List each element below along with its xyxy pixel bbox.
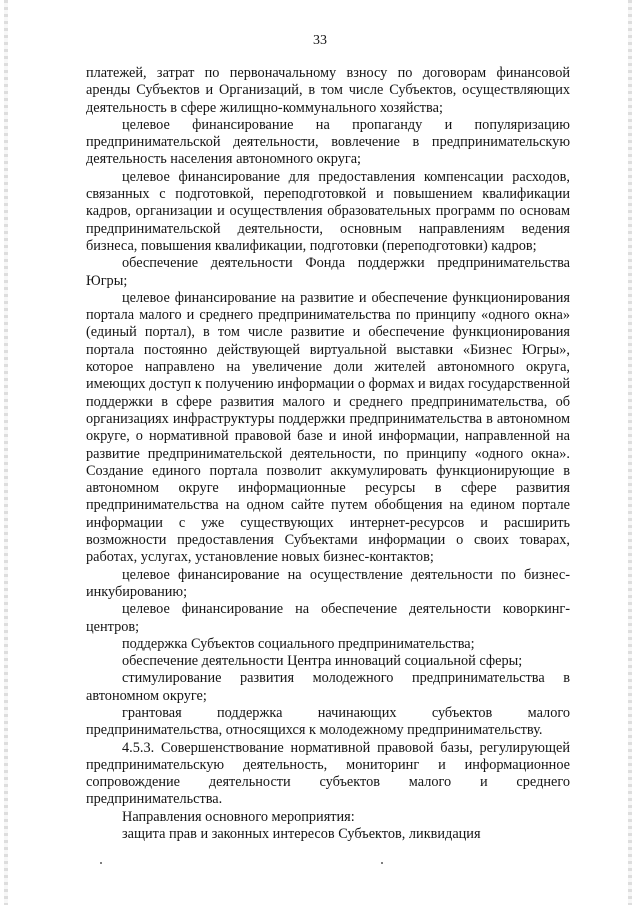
paragraph: обеспечение деятельности Фонда поддержки предпринимательства Югры;: [86, 255, 570, 289]
paragraph: грантовая поддержка начинающих субъектов малого предпринимательства, относящихся к молодежному предпринимательству.: [86, 704, 570, 739]
paragraph: поддержка Субъектов социального предпринимательства;: [122, 635, 475, 652]
scan-left-edge: [4, 0, 8, 905]
paragraph: целевое финансирование на пропаганду и популяризацию предпринимательской деятельности, вовлечение в предпринимательскую деятельность населения автономного округа;: [86, 116, 570, 168]
scan-right-edge: [628, 0, 632, 905]
paragraph: Направления основного мероприятия:: [122, 808, 355, 825]
paragraph: целевое финансирование для предоставления компенсации расходов, связанных с подготовкой, переподготовкой и повышением квалификации кадров, организации и осуществления образовательных программ по основам предпринимательской деятельности, основным направлениям ведения бизнеса, повышения квалификации, подготовки (переподготовки) кадров;: [86, 168, 570, 254]
section-heading-paragraph: 4.5.3. Совершенствование нормативной правовой базы, регулирующей предпринимательскую деятельность, мониторинг и информационное сопровождение деятельности субъектов малого и среднего предпринимательства.: [86, 739, 570, 808]
paragraph: защита прав и законных интересов Субъектов, ликвидация: [122, 826, 481, 843]
paragraph: стимулирование развития молодежного предпринимательства в автономном округе;: [86, 670, 570, 704]
scan-speck: [100, 862, 102, 864]
paragraph: целевое финансирование на развитие и обеспечение функционирования портала малого и среднего предпринимательства по принципу «одного окна» (единый портал), в том числе развитие и обеспечение функционирования портала постоянно действующей виртуальной выставки «Бизнес Югры», которое направлено на увеличение доли жителей автономного округа, имеющих доступ к получению информации о формах и видах государственной поддержки в сфере развития малого и среднего предпринимательства, об организациях инфраструктуры поддержки предпринимательства в автономном округе, о нормативной правовой базе и иной информации, направленной на развитие предпринимательской деятельности, по принципу «одного окна». Создание единого портала позволит аккумулировать функционирующие в автономном округе информационные ресурсы в сфере развития предпринимательства на одном сайте путем обобщения на едином портале информации с уже существующих интернет-ресурсов и расширить возможности предоставления Субъектами информации о своих товарах, работах, услугах, установление новых бизнес-контактов;: [86, 289, 570, 566]
paragraph: обеспечение деятельности Центра инноваций социальной сферы;: [122, 653, 523, 670]
scan-speck: [381, 862, 383, 864]
page-number: 33: [313, 33, 327, 48]
paragraph-continuation: платежей, затрат по первоначальному взносу по договорам финансовой аренды Субъектов и Организаций, в том числе Субъектов, осуществляющих деятельность в сфере жилищно-коммунального хозяйства;: [86, 65, 570, 116]
paragraph: целевое финансирование на осуществление деятельности по бизнес-инкубированию;: [86, 566, 570, 600]
paragraph: целевое финансирование на обеспечение деятельности коворкинг-центров;: [86, 601, 570, 635]
document-body: [86, 65, 570, 843]
